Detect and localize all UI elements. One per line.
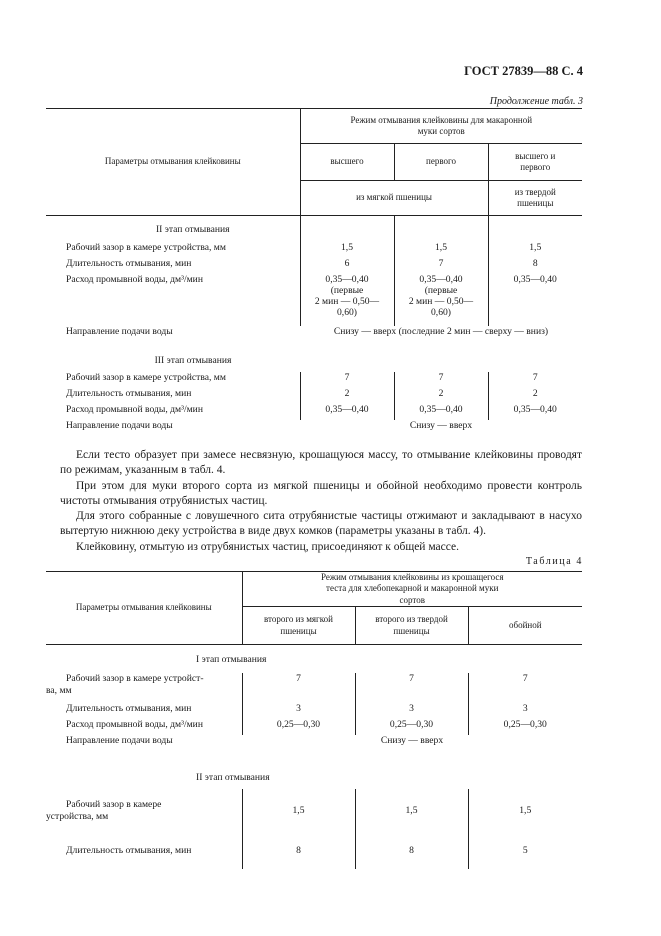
cell-note: (первые xyxy=(424,285,458,297)
cell-value: 3 xyxy=(468,703,582,719)
cell-value: 1,5 xyxy=(394,242,488,258)
cell-value: 7 xyxy=(300,372,394,388)
cell-value: 1,5 xyxy=(355,789,468,833)
table-continuation-note: Продолжение табл. 3 xyxy=(489,96,583,107)
grade-first: первого xyxy=(394,144,488,181)
merged-value: Снизу — вверх (последние 2 мин — сверху — вниз) xyxy=(333,326,549,337)
row-label: Расход промывной воды, дм³/мин xyxy=(66,274,203,285)
cell-note: 0,60) xyxy=(431,307,451,319)
table-4 xyxy=(46,571,582,869)
cell-value: 0,35—0,40 xyxy=(394,404,488,420)
cell-value: 8 xyxy=(488,258,582,274)
cell-value: 0,35—0,40 xyxy=(325,274,369,285)
cell-value: 0,35—0,40 xyxy=(488,404,582,420)
cell-value: 0,35—0,40 xyxy=(488,274,582,326)
cell-value: 7 xyxy=(394,372,488,388)
paragraph: При этом для муки второго сорта из мягкой пшеницы и обойной необходимо провести контроль чистоты отмывания отрубянистых частиц. xyxy=(60,479,582,507)
cell-note: 2 мин — 0,50— xyxy=(408,296,474,308)
cell-value: 2 xyxy=(488,388,582,404)
source-hard-wheat: из твердой пшеницы xyxy=(488,181,582,216)
col-second-soft: второго из мягкой пшеницы xyxy=(242,607,355,645)
section-title: II этап отмывания xyxy=(155,223,230,235)
cell-value: 3 xyxy=(242,703,355,719)
row-label xyxy=(46,673,242,703)
table-4-number: Таблица 4 xyxy=(525,556,583,567)
paragraph: Для этого собранные с ловушечного сита отрубянистые частицы отжимают и закладывают в насухо вытертую нижнюю деку устройства в виде двух комков (параметры указаны в табл. 4). xyxy=(60,510,582,538)
section-title: I этап отмывания xyxy=(196,653,267,665)
cell-value: 5 xyxy=(468,833,582,869)
source-soft-wheat: из мягкой пшеницы xyxy=(300,181,488,216)
row-label: Направление подачи воды xyxy=(66,735,173,746)
row-label: Расход промывной воды, дм³/мин xyxy=(66,404,203,415)
cell-value: 0,25—0,30 xyxy=(468,719,582,735)
row-label: Направление подачи воды xyxy=(66,420,173,431)
cell-value-with-note xyxy=(394,274,488,326)
cell-value: 1,5 xyxy=(488,242,582,258)
col-second-hard: второго из твердой пшеницы xyxy=(355,607,468,645)
cell-value: 0,35—0,40 xyxy=(300,404,394,420)
cell-note: 2 мин — 0,50— xyxy=(314,296,380,308)
cell-value: 2 xyxy=(394,388,488,404)
body-text xyxy=(60,448,582,555)
mode-header: Режим отмывания клейковины для макаронной муки сортов xyxy=(300,109,582,144)
cell-value: 1,5 xyxy=(468,789,582,833)
merged-value: Снизу — вверх xyxy=(409,420,473,431)
row-label: Расход промывной воды, дм³/мин xyxy=(66,719,203,730)
cell-value: 8 xyxy=(355,833,468,869)
row-label: Рабочий зазор в камере устройства, мм xyxy=(66,372,226,383)
row-label: Длительность отмывания, мин xyxy=(66,845,192,856)
row-label: Направление подачи воды xyxy=(66,326,173,337)
cell-value: 7 xyxy=(488,372,582,388)
table-3 xyxy=(46,108,582,436)
cell-value: 2 xyxy=(300,388,394,404)
param-header: Параметры отмывания клейковины xyxy=(46,109,300,216)
row-label xyxy=(46,789,242,833)
col-wholemeal: обойной xyxy=(468,607,582,645)
section-title: II этап отмывания xyxy=(196,771,270,783)
cell-value: 1,5 xyxy=(300,242,394,258)
cell-value: 0,25—0,30 xyxy=(242,719,355,735)
row-label: Рабочий зазор в камере устройства, мм xyxy=(66,242,226,253)
cell-value: 3 xyxy=(355,703,468,719)
cell-value: 6 xyxy=(300,258,394,274)
row-label: Длительность отмывания, мин xyxy=(66,388,192,399)
row-label-line: Рабочий зазор в камере xyxy=(66,799,162,811)
cell-note: (первые xyxy=(330,285,364,297)
cell-value: 0,25—0,30 xyxy=(355,719,468,735)
cell-note: 0,60) xyxy=(337,307,357,319)
cell-value: 7 xyxy=(355,673,468,703)
cell-value: 0,35—0,40 xyxy=(419,274,463,285)
cell-value: 1,5 xyxy=(242,789,355,833)
row-label-line: устройства, мм xyxy=(46,811,109,822)
section-title: III этап отмывания xyxy=(154,354,232,366)
grade-higher: высшего xyxy=(300,144,394,181)
cell-value: 8 xyxy=(242,833,355,869)
row-label-line: ва, мм xyxy=(46,684,72,696)
cell-value-with-note xyxy=(300,274,394,326)
param-header: Параметры отмывания клейковины xyxy=(46,572,242,645)
row-label: Длительность отмывания, мин xyxy=(66,703,192,714)
paragraph: Клейковину, отмытую из отрубянистых частиц, присоединяют к общей массе. xyxy=(76,540,459,553)
cell-value: 7 xyxy=(242,673,355,703)
mode-header: Режим отмывания клейковины из крошащегося теста для хлебопекарной и макаронной муки сортов xyxy=(242,572,582,607)
cell-value: 7 xyxy=(394,258,488,274)
grade-higher-first: высшего и первого xyxy=(488,144,582,181)
row-label-line: Рабочий зазор в камере устройст- xyxy=(66,673,204,684)
page-header: ГОСТ 27839—88 С. 4 xyxy=(464,64,583,78)
cell-value: 7 xyxy=(468,673,582,703)
paragraph: Если тесто образует при замесе несвязную, крошащуюся массу, то отмывание клейковины проводят по режимам, указанным в табл. 4. xyxy=(60,449,582,477)
merged-value: Снизу — вверх xyxy=(380,735,444,746)
row-label: Длительность отмывания, мин xyxy=(66,258,192,269)
